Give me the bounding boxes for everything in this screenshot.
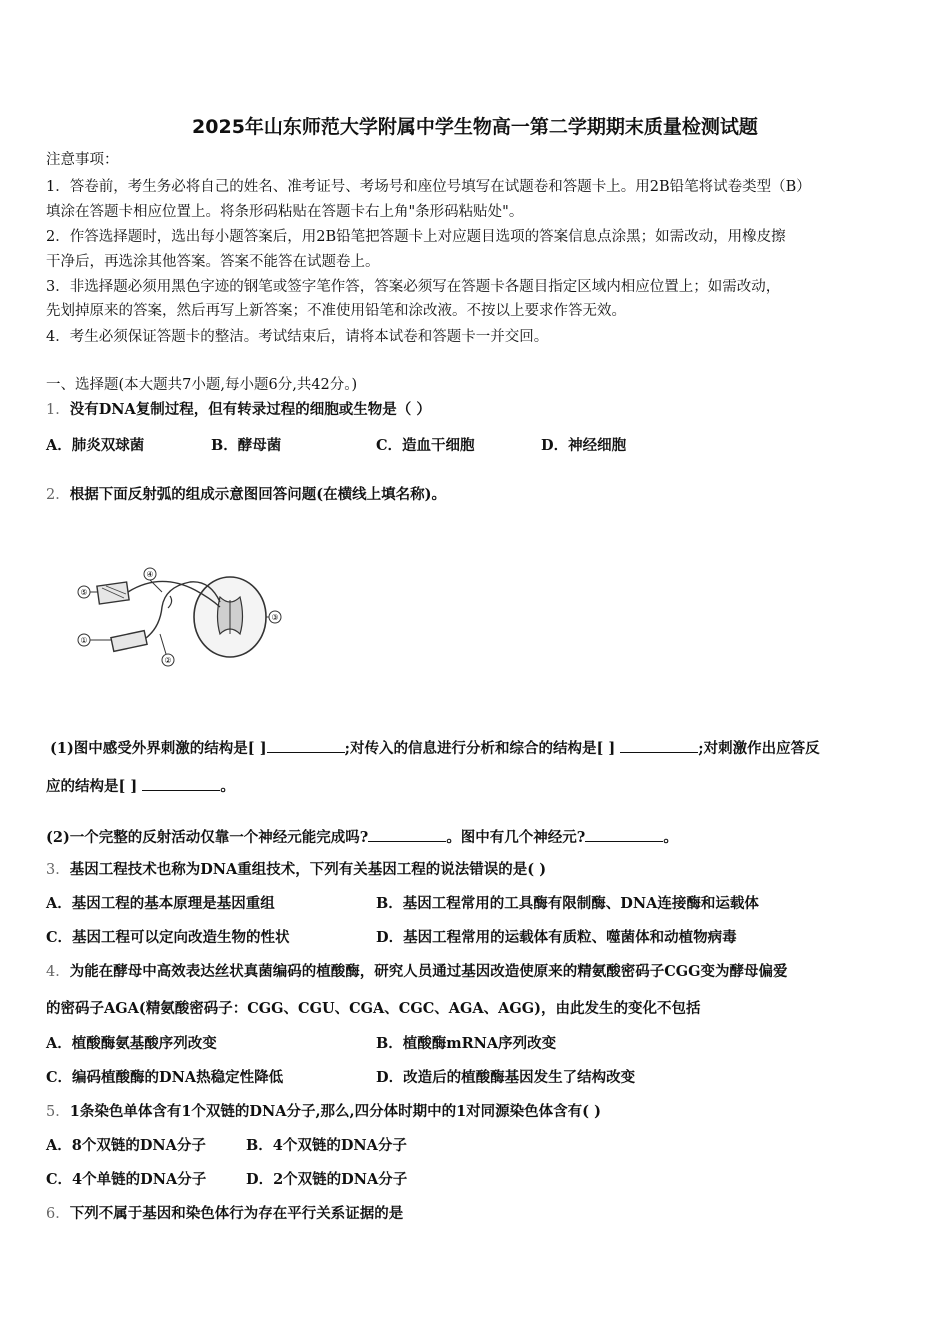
question-2 [46, 486, 446, 504]
option-a[interactable]: A．8个双链的DNA分子 [46, 1137, 206, 1154]
option-b[interactable]: B．基因工程常用的工具酶有限制酶、DNA连接酶和运载体 [376, 895, 759, 912]
question-2-sub-2 [46, 827, 678, 847]
question-number: 2． [46, 487, 70, 503]
option-a[interactable]: A．肺炎双球菌 [46, 437, 145, 454]
answer-blank-neuron-count[interactable] [585, 827, 663, 842]
notice-item-2-line-1: 2．作答选择题时，选出每小题答案后，用2B铅笔把答题卡上对应题目选项的答案信息点涂黑；如需改动，用橡皮擦 [46, 229, 786, 245]
option-d[interactable]: D．2个双链的DNA分子 [246, 1171, 408, 1188]
question-number: 5． [46, 1104, 70, 1120]
question-3 [46, 861, 546, 879]
question-2-sub-1-line-1 [50, 738, 820, 758]
reflex-arc-illustration [70, 562, 290, 672]
option-d[interactable]: D．神经细胞 [541, 437, 627, 454]
question-5 [46, 1103, 601, 1121]
option-b[interactable]: B．酵母菌 [211, 437, 282, 454]
sub1-text-d: 应的结构是[ ] [46, 778, 143, 795]
sub1-text-a: (1)图中感受外界刺激的结构是[ ] [50, 740, 267, 757]
question-number: 4． [46, 964, 70, 980]
sub2-text-c: 。 [663, 829, 678, 846]
reflex-arc-diagram [70, 562, 290, 672]
notice-item-3-line-2: 先划掉原来的答案，然后再写上新答案；不准使用铅笔和涂改液。不按以上要求作答无效。 [46, 303, 626, 319]
notice-item-1-line-2: 填涂在答题卡相应位置上。将条形码粘贴在答题卡右上角"条形码粘贴处"。 [46, 204, 524, 220]
option-b[interactable]: B．4个双链的DNA分子 [246, 1137, 407, 1154]
sub2-text-a: (2)一个完整的反射活动仅靠一个神经元能完成吗? [46, 829, 369, 846]
option-c[interactable]: C．造血干细胞 [376, 437, 475, 454]
diagram-label-5: ⑤ [80, 588, 88, 597]
sub1-text-c: ;对刺激作出应答反 [698, 740, 820, 757]
sub1-text-b: ;对传入的信息进行分析和综合的结构是[ ] [344, 740, 621, 757]
notice-item-3-line-1: 3．非选择题必须用黑色字迹的钢笔或签字笔作答，答案必须写在答题卡各题目指定区域内相应位置上；如需改动， [46, 279, 781, 295]
question-4-line-1 [46, 963, 788, 981]
option-d[interactable]: D．基因工程常用的运载体有质粒、噬菌体和动植物病毒 [376, 929, 737, 946]
question-2-sub-1-line-2 [46, 776, 235, 796]
option-c[interactable]: C．基因工程可以定向改造生物的性状 [46, 929, 290, 946]
question-1 [46, 401, 431, 419]
question-stem: 根据下面反射弧的组成示意图回答问题(在横线上填名称)。 [69, 486, 446, 503]
question-number: 3． [46, 862, 70, 878]
notice-item-4: 4．考生必须保证答题卡的整洁。考试结束后，请将本试卷和答题卡一并交回。 [46, 329, 549, 345]
answer-blank-effector[interactable] [142, 776, 220, 791]
option-a[interactable]: A．基因工程的基本原理是基因重组 [46, 895, 275, 912]
notice-item-2-line-2: 干净后，再选涂其他答案。答案不能答在试题卷上。 [46, 254, 380, 270]
option-a[interactable]: A．植酸酶氨基酸序列改变 [46, 1035, 217, 1052]
notice-heading: 注意事项： [46, 152, 119, 168]
question-stem: 1条染色单体含有1个双链的DNA分子,那么,四分体时期中的1对同源染色体含有( ) [69, 1103, 601, 1120]
diagram-label-1: ① [80, 636, 88, 645]
question-number: 6． [46, 1206, 70, 1222]
answer-blank-center[interactable] [620, 738, 698, 753]
answer-blank-single-neuron[interactable] [368, 827, 446, 842]
question-4-line-2: 的密码子AGA(精氨酸密码子：CGG、CGU、CGA、CGC、AGA、AGG)，由此发生的变化不包括 [46, 1000, 701, 1017]
diagram-label-4: ④ [146, 570, 154, 579]
diagram-label-3: ③ [271, 613, 279, 622]
question-stem: 基因工程技术也称为DNA重组技术，下列有关基因工程的说法错误的是( ) [69, 861, 547, 878]
question-number: 1． [46, 402, 70, 418]
notice-item-1-line-1: 1．答卷前，考生务必将自己的姓名、准考证号、考场号和座位号填写在试题卷和答题卡上。用2B铅笔将试卷类型（B） [46, 179, 811, 195]
diagram-label-2: ② [164, 656, 172, 665]
question-stem: 下列不属于基因和染色体行为存在平行关系证据的是 [69, 1205, 404, 1222]
page-title: 2025年山东师范大学附属中学生物高一第二学期期末质量检测试题 [192, 116, 758, 138]
question-6 [46, 1205, 403, 1223]
option-b[interactable]: B．植酸酶mRNA序列改变 [376, 1035, 557, 1052]
question-stem: 没有DNA复制过程，但有转录过程的细胞或生物是（ ） [69, 401, 431, 418]
answer-blank-receptor[interactable] [267, 738, 345, 753]
option-c[interactable]: C．4个单链的DNA分子 [46, 1171, 207, 1188]
question-stem: 为能在酵母中高效表达丝状真菌编码的植酸酶，研究人员通过基因改造使原来的精氨酸密码子CGG变为酵母偏爱 [69, 963, 788, 980]
sub2-text-b: 。图中有几个神经元? [446, 829, 586, 846]
option-c[interactable]: C．编码植酸酶的DNA热稳定性降低 [46, 1069, 284, 1086]
section-heading: 一、选择题(本大题共7小题,每小题6分,共42分。) [46, 377, 358, 393]
sub1-text-e: 。 [220, 778, 235, 795]
option-d[interactable]: D．改造后的植酸酶基因发生了结构改变 [376, 1069, 636, 1086]
